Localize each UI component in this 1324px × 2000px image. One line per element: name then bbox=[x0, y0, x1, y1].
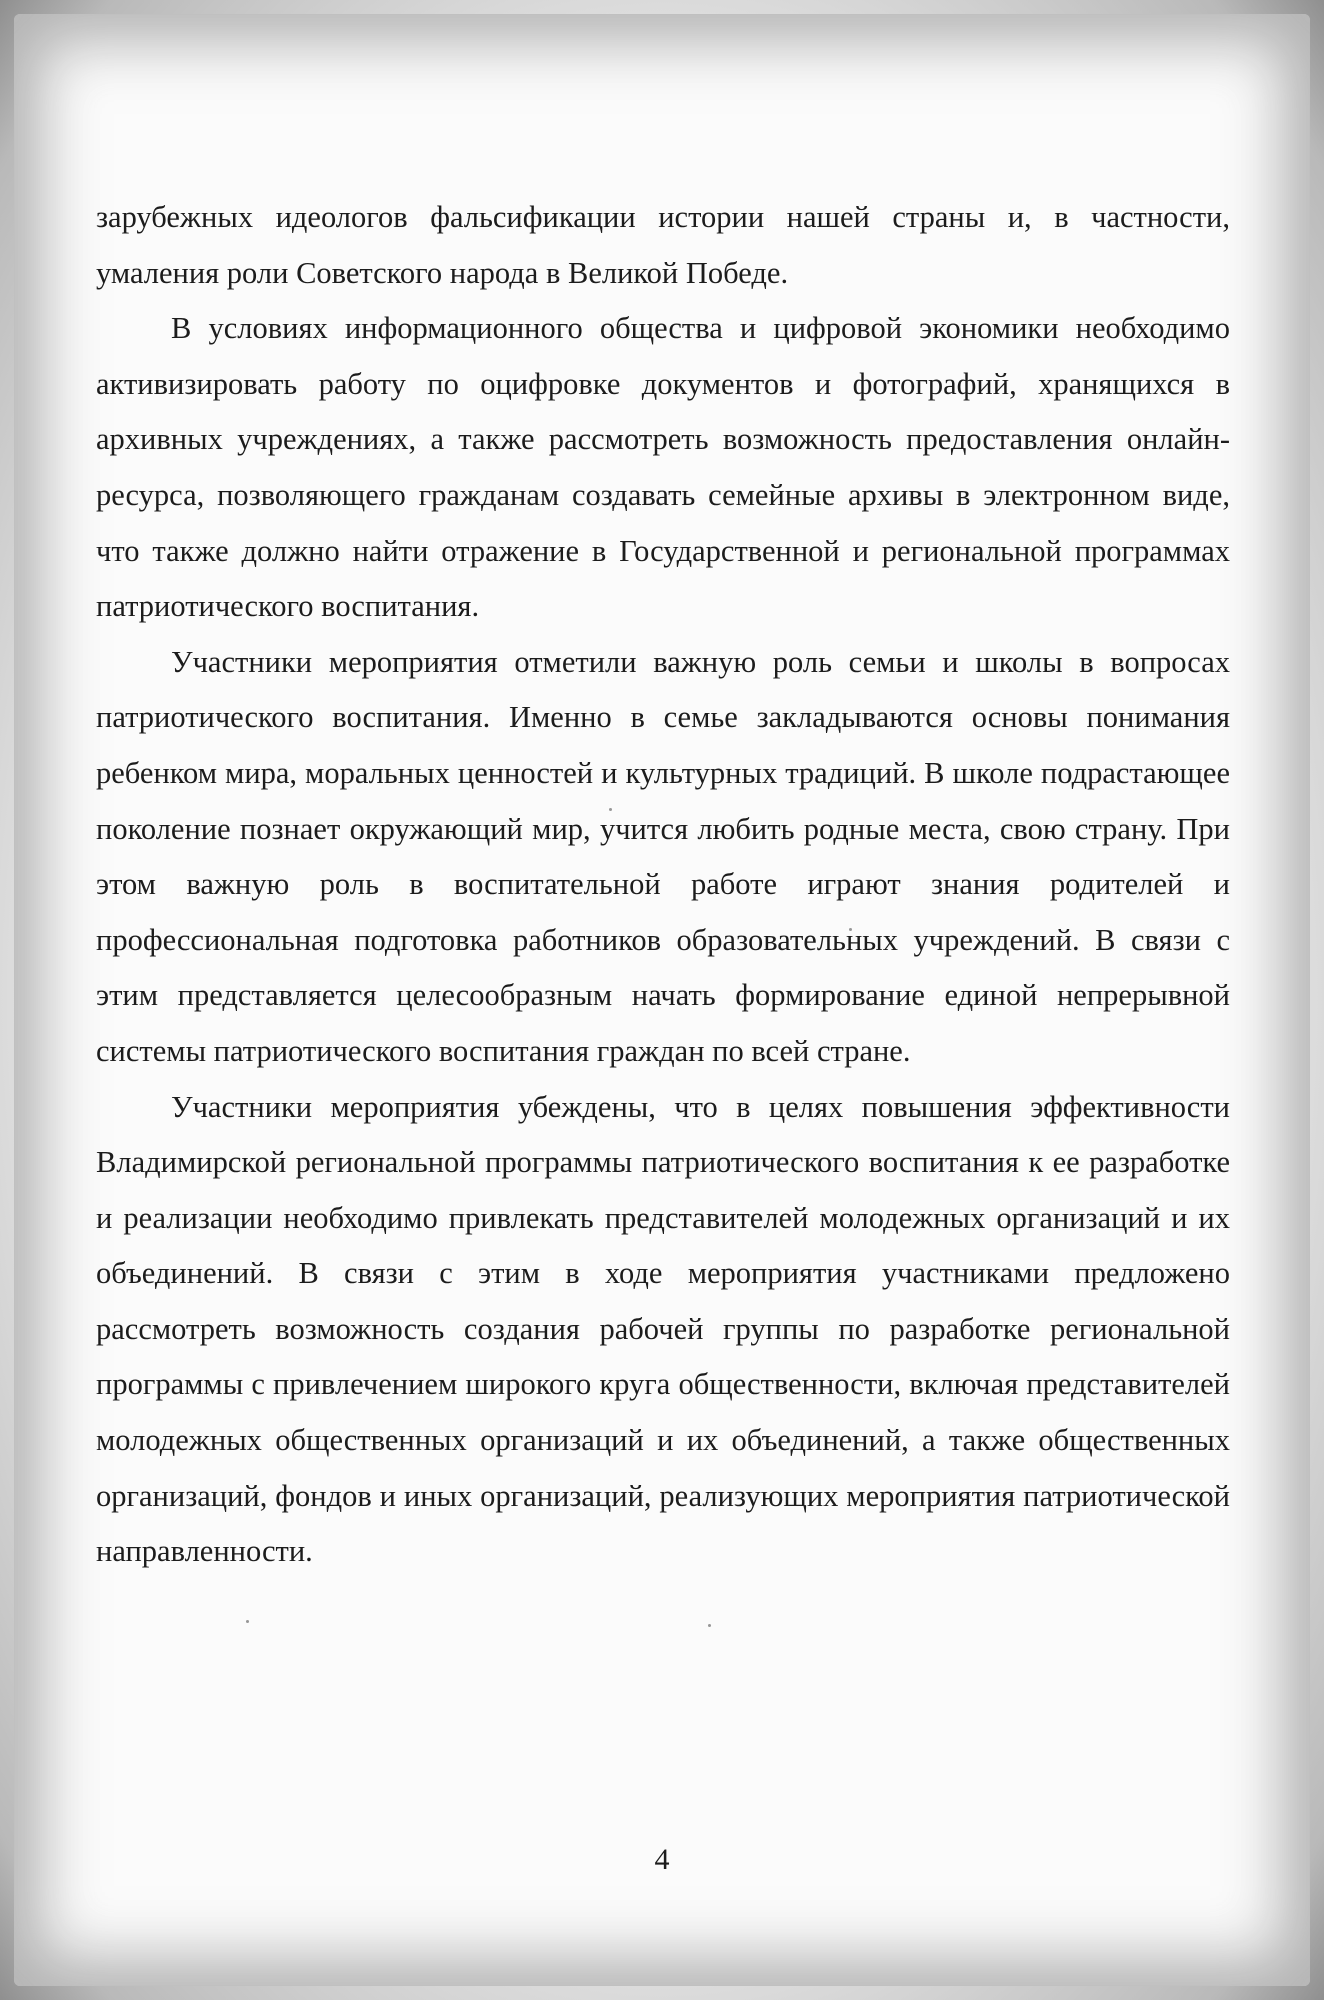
paragraph-continuation: зарубежных идеологов фальсификации истории нашей страны и, в частности, умаления роли Советского народа в Великой Победе. bbox=[96, 200, 1230, 290]
paragraph-digitization: В условиях информационного общества и цифровой экономики необходимо активизировать работу по оцифровке документов и фотографий, хранящихся в архивных учреждениях, а также рассмотреть возможность предоставления онлайн-ресурса, позволяющего гражданам создавать семейные архивы в электронном виде, что также должно найти отражение в Государственной и региональной программах патриотического воспитания. bbox=[96, 311, 1230, 624]
scan-speck bbox=[246, 1620, 249, 1623]
page-number: 4 bbox=[654, 1843, 670, 1876]
document-body bbox=[96, 190, 1230, 1580]
paragraph-family-school: Участники мероприятия отметили важную роль семьи и школы в вопросах патриотического воспитания. Именно в семье закладываются основы понимания ребенком мира, моральных ценностей и культурных традиций. В школе подрастающее поколение познает окружающий мир, учится любить родные места, свою страну. При этом важную роль в воспитательной работе играют знания родителей и профессиональная подготовка работников образовательных учреждений. В связи с этим представляется целесообразным начать формирование единой непрерывной системы патриотического воспитания граждан по всей стране. bbox=[96, 644, 1230, 1068]
paragraph-regional-program: Участники мероприятия убеждены, что в целях повышения эффективности Владимирской региональной программы патриотического воспитания к ее разработке и реализации необходимо привлекать представителей молодежных организаций и их объединений. В связи с этим в ходе мероприятия участниками предложено рассмотреть возможность создания рабочей группы по разработке региональной программы с привлечением широкого круга общественности, включая представителей молодежных общественных организаций и их объединений, а также общественных организаций, фондов и иных организаций, реализующих мероприятия патриотической направленности. bbox=[96, 1089, 1230, 1569]
scan-speck bbox=[708, 1624, 711, 1627]
